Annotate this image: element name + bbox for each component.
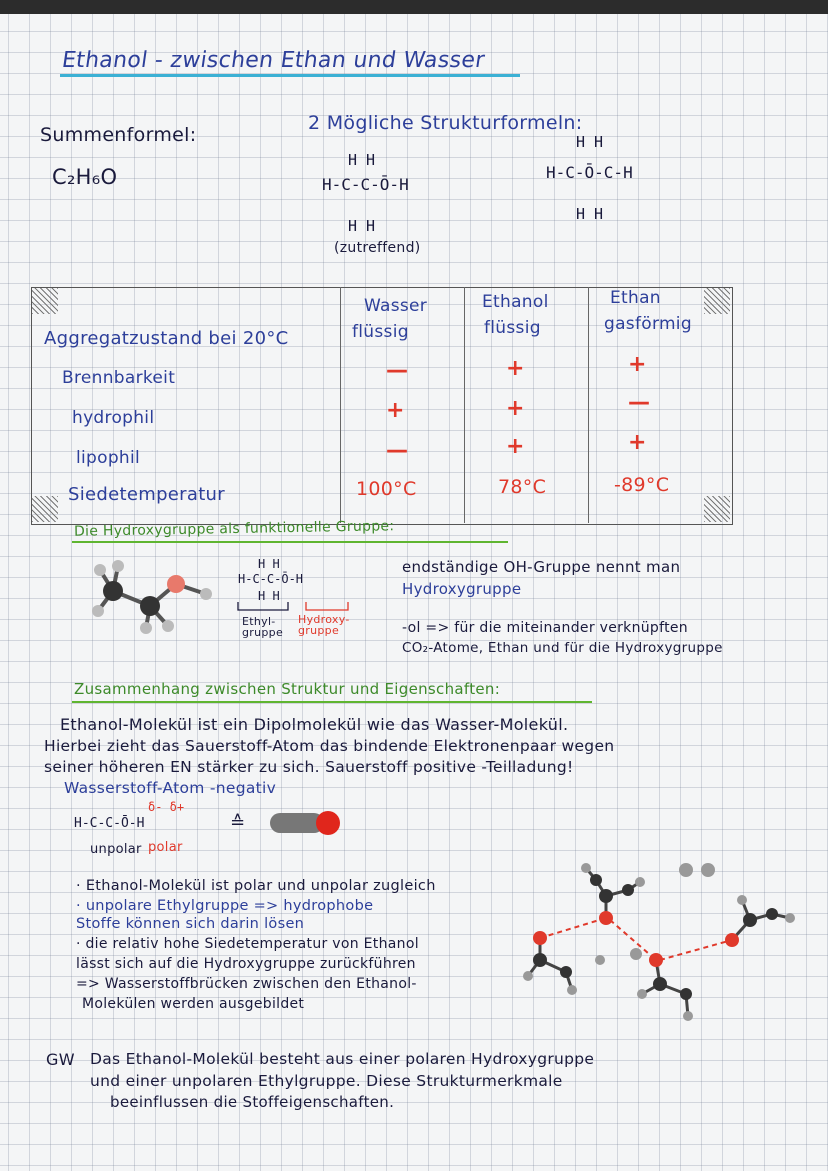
cell-value: + [628,430,647,455]
gw-line-2: und einer unpolaren Ethylgruppe. Diese Strukturmerkmale [90,1072,563,1090]
polar-label: polar [148,840,183,855]
table-divider-3 [588,287,589,523]
hydroxy-text-3: -ol => für die miteinander verknüpften [402,620,688,636]
row-label-lipophil: lipophil [76,448,141,468]
ethyl-group-label: Ethyl- gruppe [242,615,284,639]
table-corner-hatch [704,288,730,314]
polar-formula-main: H-C-C-Ō-H [74,816,145,831]
table-corner-hatch [32,288,58,314]
hydroxy-heading-underline [72,541,508,543]
group-brackets [236,600,356,614]
row-label-hydrophil: hydrophil [72,408,155,428]
column-state-ethan: gasförmig [604,314,692,334]
cell-value: — [386,438,408,463]
page-top-edge [0,0,828,14]
title-underline [60,74,520,77]
formula2-bottom: H H [576,205,604,223]
hydroxy-text-1: endständige OH-Gruppe nennt man [402,558,681,576]
cell-value: + [506,356,525,381]
cell-value: — [628,390,650,415]
summenformel-label: Summenformel: [40,124,197,146]
hydrogen-bonds-model-icon [510,860,810,1030]
formula1-main: H-C-C-Ō-H [322,175,409,194]
row-label-siedetemperatur: Siedetemperatur [68,484,225,505]
row-label-brennbarkeit: Brennbarkeit [62,368,176,388]
equivalent-symbol: ≙ [230,812,246,833]
zusammenhang-line-3: seiner höheren EN stärker zu sich. Sauerstoff positive -Teilladung! [44,758,574,776]
bullet-line-4: · die relativ hohe Siedetemperatur von Ethanol [76,936,419,952]
column-header-ethanol: Ethanol [482,292,549,312]
bullet-line-6: => Wasserstoffbrücken zwischen den Ethanol- [76,976,417,992]
table-divider-1 [340,287,341,523]
formula1-bottom: H H [348,217,376,235]
hydroxy-formula-bottom: H H [258,589,280,603]
row-label-aggregatzustand: Aggregatzustand bei 20°C [44,328,289,349]
column-state-ethanol: flüssig [484,318,541,338]
formula1-note: (zutreffend) [334,240,421,256]
formula2-top: H H [576,133,604,151]
cell-value: + [386,398,405,423]
column-state-wasser: flüssig [352,322,409,342]
cell-value: — [386,358,408,383]
formula2-main: H-C-Ō-C-H [546,163,633,182]
cell-value-boiling-ethanol: 78°C [498,476,547,498]
bullet-line-2: · unpolare Ethylgruppe => hydrophobe [76,898,374,914]
table-divider-2 [464,287,465,523]
hydroxy-heading: Die Hydroxygruppe als funktionelle Gruppe: [73,518,395,540]
hydroxy-text-4: CO₂-Atome, Ethan und für die Hydroxygruppe [402,640,723,656]
cell-value: + [628,352,647,377]
strukturformeln-heading: 2 Mögliche Strukturformeln: [308,112,583,134]
zusammenhang-line-2: Hierbei zieht das Sauerstoff-Atom das bindende Elektronenpaar wegen [44,737,615,755]
column-header-ethan: Ethan [610,288,661,308]
gw-label: GW [46,1050,75,1069]
cell-value: + [506,396,525,421]
page-title: Ethanol - zwischen Ethan und Wasser [60,48,487,73]
ethanol-ball-model-icon [88,556,218,638]
cell-value: + [506,434,525,459]
bullet-line-7: Molekülen werden ausgebildet [82,996,305,1012]
table-corner-hatch [704,496,730,522]
partial-charges: δ- δ+ [148,800,185,814]
polar-part-icon [316,811,340,835]
gw-line-1: Das Ethanol-Molekül besteht aus einer polaren Hydroxygruppe [90,1050,595,1068]
table-corner-hatch [32,496,58,522]
formula1-top: H H [348,151,376,169]
bullet-line-1: · Ethanol-Molekül ist polar und unpolar zugleich [76,878,436,894]
zusammenhang-heading-underline [72,701,592,703]
hydroxy-group-label: Hydroxy- gruppe [298,613,350,637]
cell-value-boiling-wasser: 100°C [356,478,417,500]
hydroxy-text-2: Hydroxygruppe [402,580,522,598]
zusammenhang-line-4: Wasserstoff-Atom -negativ [64,779,277,797]
hydroxy-formula-top: H H [258,557,280,571]
hydroxy-formula-main: H-C-C-Ō-H [238,572,304,586]
summenformel-value: C₂H₆O [52,165,118,189]
bullet-line-3: Stoffe können sich darin lösen [76,916,305,932]
zusammenhang-heading: Zusammenhang zwischen Struktur und Eigenschaften: [74,680,501,698]
bullet-line-5: lässt sich auf die Hydroxygruppe zurückführen [76,956,416,972]
zusammenhang-line-1: Ethanol-Molekül ist ein Dipolmolekül wie das Wasser-Molekül. [60,715,569,734]
unpolar-label: unpolar [90,842,142,857]
cell-value-boiling-ethan: -89°C [614,474,670,496]
gw-line-3: beeinflussen die Stoffeigenschaften. [110,1093,395,1111]
column-header-wasser: Wasser [364,296,428,316]
